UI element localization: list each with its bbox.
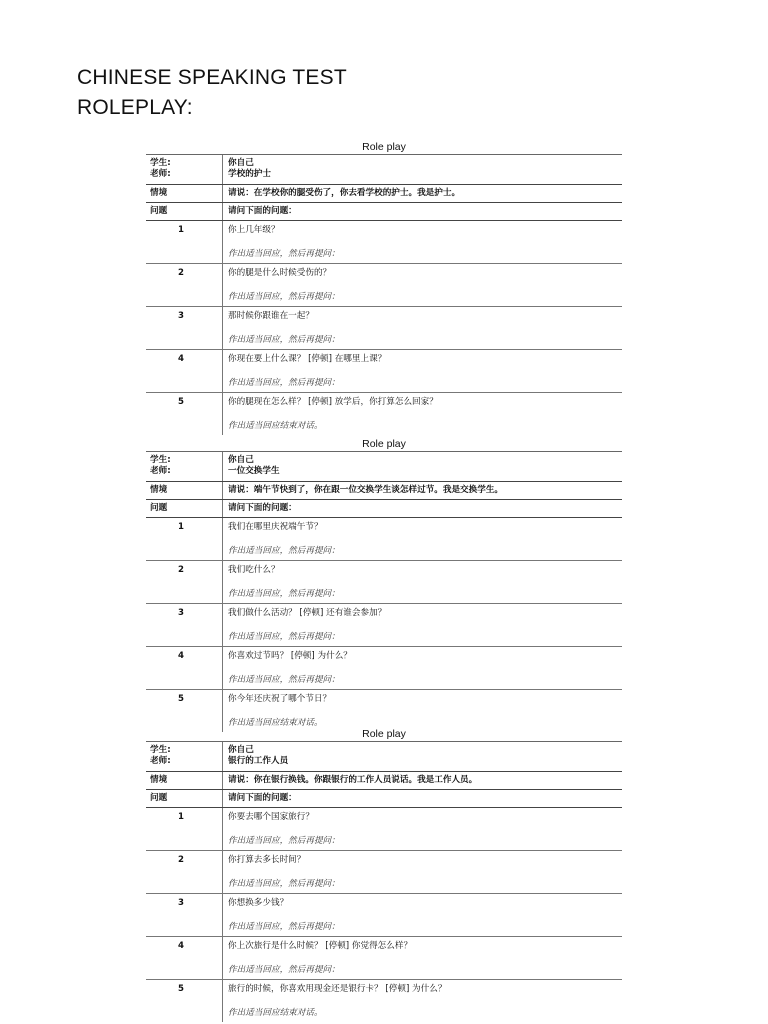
question-row (146, 980, 622, 1022)
question-row (146, 561, 622, 604)
page-subtitle: ROLEPLAY: (77, 96, 193, 119)
question-text: 旅行的时候，你喜欢用现金还是银行卡？ [停顿] 为什么？ (228, 984, 447, 994)
question-number: 1 (178, 812, 184, 822)
question-number: 5 (178, 397, 184, 407)
roles-row (146, 452, 622, 482)
questions-header-row (146, 500, 622, 518)
scene-label: 情境 (150, 485, 168, 495)
questions-header-row (146, 203, 622, 221)
roles-row (146, 155, 622, 185)
question-number: 1 (178, 225, 184, 235)
teacher-label: 老师: (150, 169, 171, 179)
question-instruction: 作出适当回应，然后再提问： (228, 378, 340, 388)
role-labels (146, 452, 222, 481)
teacher-label: 老师: (150, 756, 171, 766)
questions-label: 问题 (150, 206, 168, 216)
question-cell (222, 690, 622, 732)
question-row (146, 690, 622, 732)
question-text: 你打算去多长时间？ (228, 855, 306, 865)
question-text: 你的腿是什么时候受伤的？ (228, 268, 332, 278)
roleplay-card-2 (146, 437, 622, 732)
question-instruction: 作出适当回应，然后再提问： (228, 879, 340, 889)
role-labels (146, 155, 222, 184)
roleplay-title: Role play (146, 140, 622, 155)
question-number: 4 (178, 354, 184, 364)
teacher-label: 老师: (150, 466, 171, 476)
question-text: 你要去哪个国家旅行？ (228, 812, 314, 822)
question-cell (222, 518, 622, 560)
question-text: 你的腿现在怎么样？ [停顿] 放学后，你打算怎么回家？ (228, 397, 438, 407)
questions-label: 问题 (150, 503, 168, 513)
student-label: 学生: (150, 745, 171, 755)
questions-prompt: 请问下面的问题： (222, 790, 622, 807)
question-text: 我们吃什么？ (228, 565, 280, 575)
role-values (222, 742, 622, 771)
question-row (146, 393, 622, 435)
question-cell (222, 980, 622, 1022)
question-cell (222, 851, 622, 893)
question-number: 3 (178, 311, 184, 321)
question-cell (222, 937, 622, 979)
teacher-role: 学校的护士 (228, 169, 271, 179)
question-number: 5 (178, 984, 184, 994)
scene-label: 情境 (150, 188, 168, 198)
question-text: 你上几年级？ (228, 225, 280, 235)
teacher-role: 一位交换学生 (228, 466, 280, 476)
question-cell (222, 561, 622, 603)
questions-header-row (146, 790, 622, 808)
role-labels (146, 742, 222, 771)
question-instruction: 作出适当回应，然后再提问： (228, 335, 340, 345)
question-number: 4 (178, 651, 184, 661)
question-text: 你想换多少钱？ (228, 898, 289, 908)
scene-text: 请说：你在银行换钱。你跟银行的工作人员说话。我是工作人员。 (222, 772, 622, 789)
question-row (146, 894, 622, 937)
question-cell (222, 350, 622, 392)
question-instruction: 作出适当回应，然后再提问： (228, 292, 340, 302)
scene-row (146, 482, 622, 500)
student-label: 学生: (150, 455, 171, 465)
question-number: 2 (178, 565, 184, 575)
question-number: 3 (178, 898, 184, 908)
question-cell (222, 894, 622, 936)
questions-prompt: 请问下面的问题： (222, 500, 622, 517)
questions-label: 问题 (150, 793, 168, 803)
question-instruction: 作出适当回应，然后再提问： (228, 589, 340, 599)
question-row (146, 307, 622, 350)
questions-prompt: 请问下面的问题： (222, 203, 622, 220)
roleplay-card-3 (146, 727, 622, 1022)
question-row (146, 647, 622, 690)
question-cell (222, 393, 622, 435)
role-values (222, 452, 622, 481)
scene-label: 情境 (150, 775, 168, 785)
question-cell (222, 808, 622, 850)
question-text: 你现在要上什么课？ [停顿] 在哪里上课？ (228, 354, 387, 364)
scene-row (146, 185, 622, 203)
question-instruction: 作出适当回应，然后再提问： (228, 675, 340, 685)
role-values (222, 155, 622, 184)
question-instruction: 作出适当回应结束对话。 (228, 421, 323, 431)
question-instruction: 作出适当回应，然后再提问： (228, 922, 340, 932)
question-text: 我们做什么活动？ [停顿] 还有谁会参加？ (228, 608, 387, 618)
page-title: CHINESE SPEAKING TEST (77, 66, 347, 89)
question-instruction: 作出适当回应，然后再提问： (228, 546, 340, 556)
question-text: 你上次旅行是什么时候？ [停顿] 你觉得怎么样？ (228, 941, 413, 951)
question-row (146, 851, 622, 894)
question-row (146, 937, 622, 980)
question-text: 我们在哪里庆祝端午节？ (228, 522, 323, 532)
student-role: 你自己 (228, 455, 254, 465)
question-number: 3 (178, 608, 184, 618)
question-text: 那时候你跟谁在一起？ (228, 311, 314, 321)
question-row (146, 604, 622, 647)
student-role: 你自己 (228, 745, 254, 755)
question-number: 5 (178, 694, 184, 704)
teacher-role: 银行的工作人员 (228, 756, 289, 766)
question-instruction: 作出适当回应，然后再提问： (228, 965, 340, 975)
question-cell (222, 604, 622, 646)
question-cell (222, 307, 622, 349)
question-cell (222, 264, 622, 306)
question-number: 2 (178, 855, 184, 865)
student-label: 学生: (150, 158, 171, 168)
question-text: 你喜欢过节吗？ [停顿] 为什么？ (228, 651, 352, 661)
question-row (146, 350, 622, 393)
roleplay-title: Role play (146, 437, 622, 452)
roles-row (146, 742, 622, 772)
question-instruction: 作出适当回应，然后再提问： (228, 836, 340, 846)
question-number: 1 (178, 522, 184, 532)
question-row (146, 221, 622, 264)
question-instruction: 作出适当回应结束对话。 (228, 718, 323, 728)
question-instruction: 作出适当回应，然后再提问： (228, 249, 340, 259)
scene-row (146, 772, 622, 790)
question-number: 2 (178, 268, 184, 278)
roleplay-title: Role play (146, 727, 622, 742)
question-cell (222, 221, 622, 263)
question-row (146, 264, 622, 307)
roleplay-card-1 (146, 140, 622, 435)
question-instruction: 作出适当回应结束对话。 (228, 1008, 323, 1018)
question-text: 你今年还庆祝了哪个节日？ (228, 694, 332, 704)
scene-text: 请说：端午节快到了，你在跟一位交换学生谈怎样过节。我是交换学生。 (222, 482, 622, 499)
question-row (146, 518, 622, 561)
scene-text: 请说：在学校你的腿受伤了，你去看学校的护士。我是护士。 (222, 185, 622, 202)
question-cell (222, 647, 622, 689)
question-row (146, 808, 622, 851)
student-role: 你自己 (228, 158, 254, 168)
question-number: 4 (178, 941, 184, 951)
question-instruction: 作出适当回应，然后再提问： (228, 632, 340, 642)
